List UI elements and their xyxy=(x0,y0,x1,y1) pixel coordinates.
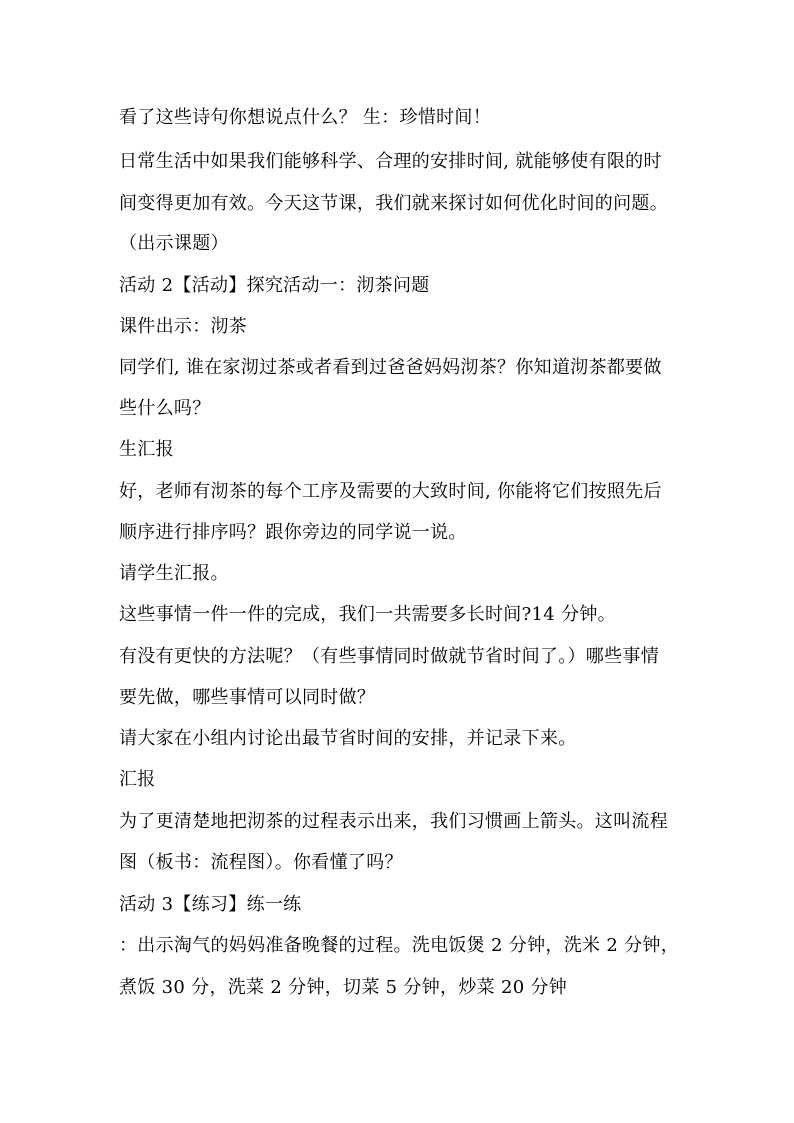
section-heading: 活动 2【活动】探究活动一：沏茶问题 xyxy=(119,275,430,296)
paragraph-line: ：出示淘气的妈妈准备晚餐的过程。洗电饭煲 2 分钟，洗米 2 分钟， xyxy=(119,935,679,956)
paragraph-line: 煮饭 30 分，洗菜 2 分钟，切菜 5 分钟，炒菜 20 分钟 xyxy=(119,977,568,998)
paragraph-line: 这些事情一件一件的完成，我们一共需要多长时间?14 分钟。 xyxy=(119,604,616,625)
paragraph-line: 间变得更加有效。今天这节课，我们就来探讨如何优化时间的问题。 xyxy=(119,193,668,214)
paragraph-line: 图（板书：流程图）。你看懂了吗？ xyxy=(119,852,403,873)
paragraph-line: 课件出示：沏茶 xyxy=(119,316,248,337)
paragraph-line: 请学生汇报。 xyxy=(119,563,229,584)
paragraph-line: 有没有更快的方法呢？（有些事情同时做就节省时间了。）哪些事情 xyxy=(119,646,659,667)
paragraph-line: 要先做，哪些事情可以同时做？ xyxy=(119,687,376,708)
paragraph-line: 生汇报 xyxy=(119,439,174,460)
paragraph-line: 日常生活中如果我们能够科学、合理的安排时间, 就能够使有限的时 xyxy=(119,151,662,172)
paragraph-line: 同学们, 谁在家沏过茶或者看到过爸爸妈妈沏茶？你知道沏茶都要做 xyxy=(119,357,662,378)
paragraph-line: 看了这些诗句你想说点什么？ 生：珍惜时间！ xyxy=(119,107,492,128)
paragraph-line: 些什么吗？ xyxy=(119,398,211,419)
paragraph-line: 请大家在小组内讨论出最节省时间的安排，并记录下来。 xyxy=(119,728,577,749)
paragraph-line: 好，老师有沏茶的每个工序及需要的大致时间, 你能将它们按照先后 xyxy=(119,481,662,502)
paragraph-line: 顺序进行排序吗？跟你旁边的同学说一说。 xyxy=(119,522,467,543)
paragraph-line: 为了更清楚地把沏茶的过程表示出来，我们习惯画上箭头。这叫流程 xyxy=(119,811,668,832)
paragraph-line: 汇报 xyxy=(119,769,156,790)
paragraph-line: （出示课题） xyxy=(119,233,229,254)
section-heading: 活动 3【练习】练一练 xyxy=(119,894,302,915)
